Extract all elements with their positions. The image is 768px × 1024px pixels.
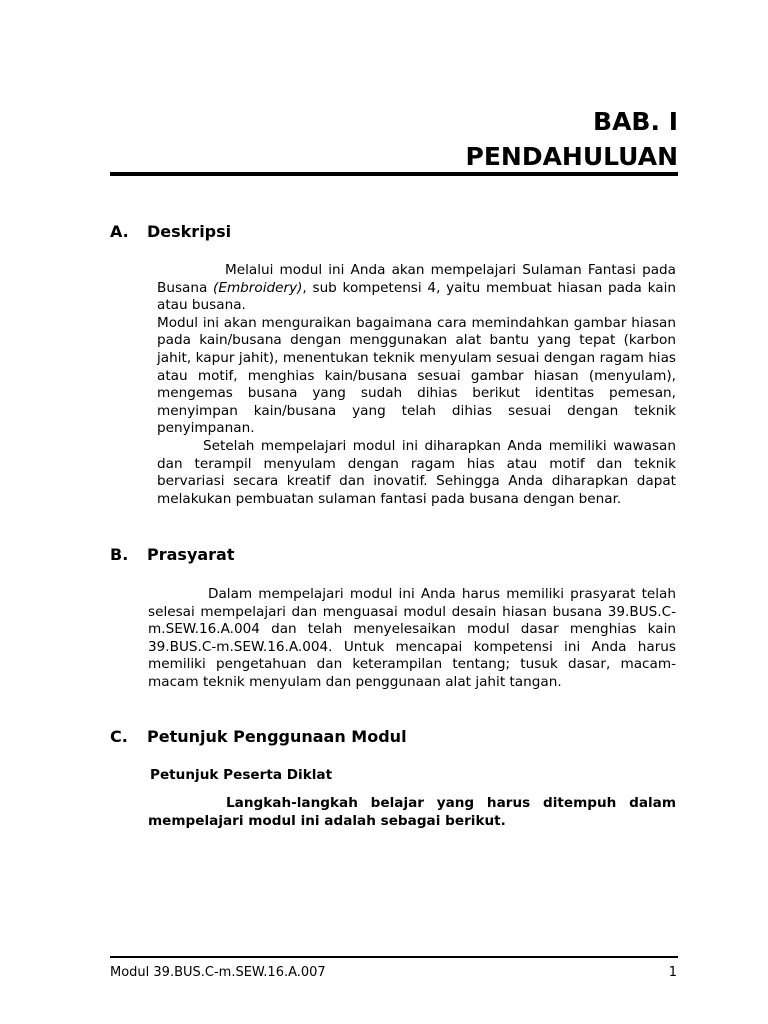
section-b-title: Prasyarat [147,545,235,564]
footer-divider [110,956,678,958]
section-a-p1-text-end: , sub kompetensi 4, yaitu membuat hiasan pada kain atau busana. [157,279,676,314]
section-a-paragraph-2: Modul ini akan menguraikan bagaimana cara memindahkan gambar hiasan pada kain/busana dengan menggunakan alat bantu yang tepat (karbon jahit, kapur jahit), menentukan teknik menyulam sesuai dengan ragam hias atau motif, menghias kain/busana sesuai gambar hiasan (menyulam), mengemas busana yang sudah dihias berikut identitas pemesan, menyimpan kain/busana yang telah dihias sesuai dengan teknik penyimpanan. [157,314,676,437]
footer-module-code: Modul 39.BUS.C-m.SEW.16.A.007 [110,965,326,980]
section-b-paragraph-1 [148,586,676,692]
section-a-title: Deskripsi [147,222,232,241]
chapter-heading [466,104,679,174]
section-a-heading [110,222,231,242]
chapter-title: PENDAHULUAN [465,142,678,171]
section-b-body [148,586,676,692]
section-b-heading [110,545,235,565]
section-a-paragraph-1 [157,262,676,315]
section-c-p1-text: Langkah-langkah belajar yang harus ditempuh dalam mempelajari modul ini adalah sebagai berikut. [148,795,676,829]
section-a-paragraph-3 [157,438,676,508]
section-a-body [157,262,676,508]
section-c-body [148,794,676,830]
section-c-heading [110,727,407,747]
chapter-number: BAB. I [593,107,678,136]
section-b-letter: B. [110,545,129,564]
section-b-p1-text: Dalam mempelajari modul ini Anda harus memiliki prasyarat telah selesai mempelajari dan menguasai modul desain hiasan busana 39.BUS.C-m.SEW.16.A.004 dan telah menyelesaikan modul dasar menghias kain 39.BUS.C-m.SEW.16.A.004. Untuk mencapai kompetensi ini Anda harus memiliki pengetahuan dan keterampilan tentang; tusuk dasar, macam-macam teknik menyulam dan penggunaan alat jahit tangan. [148,586,676,690]
section-c-subheading: Petunjuk Peserta Diklat [150,767,333,783]
section-c-paragraph-1 [148,794,676,830]
section-a-p3-text: Setelah mempelajari modul ini diharapkan Anda memiliki wawasan dan terampil menyulam dengan ragam hias atau motif dan teknik bervariasi secara kreatif dan inovatif. Sehingga Anda diharapkan dapat melakukan pembuatan sulaman fantasi pada busana dengan benar. [157,437,676,507]
section-c-title: Petunjuk Penggunaan Modul [147,727,407,746]
section-a-p1-italic: (Embroidery) [213,279,303,296]
section-a-letter: A. [110,222,129,241]
section-c-letter: C. [110,727,128,746]
section-a-p1-text: Melalui modul ini Anda akan mempelajari Sulaman Fantasi pada Busana [157,262,676,296]
footer-page-number: 1 [668,965,677,980]
header-divider [110,172,678,176]
